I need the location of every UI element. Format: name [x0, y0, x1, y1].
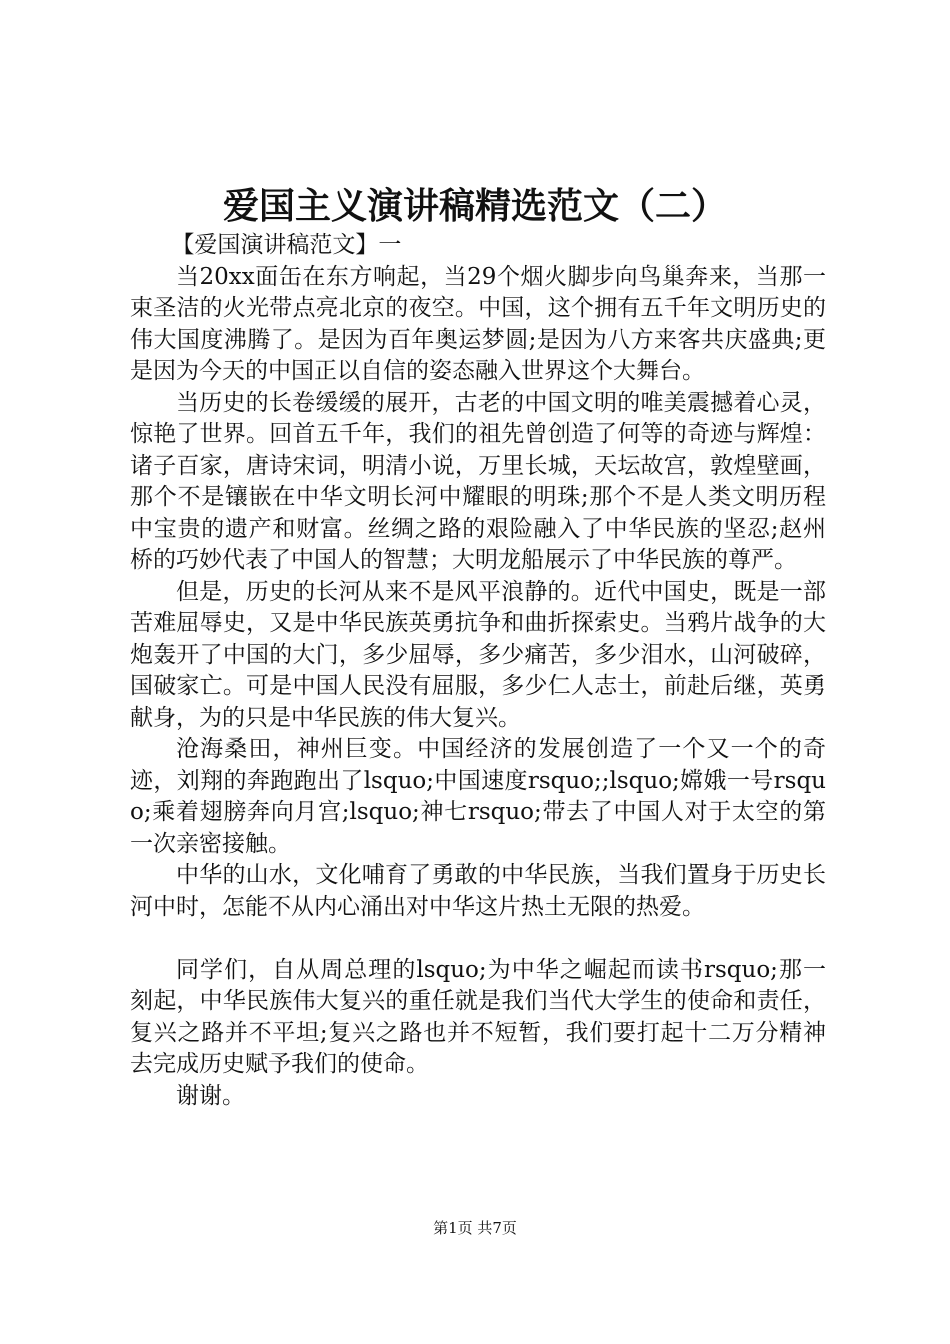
- page-number: 第1页 共7页: [433, 1219, 517, 1237]
- paragraph-history: 当历史的长卷缓缓的展开，古老的中国文明的唯美震撼着心灵，惊艳了世界。回首五千年，我们的祖先曾创造了何等的奇迹与辉煌：诸子百家，唐诗宋词，明清小说，万里长城，天坛故宫，敦煌壁画，那个不是镶嵌在中华文明长河中耀眼的明珠;那个不是人类文明历程中宝贵的遗产和财富。丝绸之路的艰险融入了中华民族的坚忍;赵州桥的巧妙代表了中国人的智慧；大明龙船展示了中华民族的尊严。: [130, 389, 826, 573]
- paragraph-thanks: 谢谢。: [176, 1082, 245, 1109]
- document-body: [130, 230, 826, 1112]
- document-title: 爱国主义演讲稿精选范文（二）: [222, 185, 727, 227]
- section-heading: 【爱国演讲稿范文】一: [171, 232, 402, 258]
- paragraph-landscape: 中华的山水，文化哺育了勇敢的中华民族，当我们置身于历史长河中时，怎能不从内心涌出对中华这片热土无限的热爱。: [130, 862, 826, 920]
- paragraph-mission: 同学们，自从周总理的lsquo;为中华之崛起而读书rsquo;那一刻起，中华民族伟大复兴的重任就是我们当代大学生的使命和责任，复兴之路并不平坦;复兴之路也并不短暂，我们要打起十二万分精神去完成历史赋予我们的使命。: [130, 956, 826, 1077]
- paragraph-modern-history: 但是，历史的长河从来不是风平浪静的。近代中国史，既是一部苦难屈辱史，又是中华民族英勇抗争和曲折探索史。当鸦片战争的大炮轰开了中国的大门，多少屈辱，多少痛苦，多少泪水，山河破碎，国破家亡。可是中国人民没有屈服，多少仁人志士，前赴后继，英勇献身，为的只是中华民族的伟大复兴。: [130, 578, 826, 731]
- paragraph-olympics: 当20xx面缶在东方响起，当29个烟火脚步向鸟巢奔来，当那一束圣洁的火光带点亮北京的夜空。中国，这个拥有五千年文明历史的伟大国度沸腾了。是因为百年奥运梦圆;是因为八方来客共庆盛典;更是因为今天的中国正以自信的姿态融入世界这个大舞台。: [130, 263, 826, 384]
- paragraph-economy: 沧海桑田，神州巨变。中国经济的发展创造了一个又一个的奇迹，刘翔的奔跑跑出了lsquo;中国速度rsquo;;lsquo;嫦娥一号rsquo;乘着翅膀奔向月宫;lsquo;神七rsquo;带去了中国人对于太空的第一次亲密接触。: [130, 736, 826, 857]
- paragraph-spacer: [130, 923, 826, 955]
